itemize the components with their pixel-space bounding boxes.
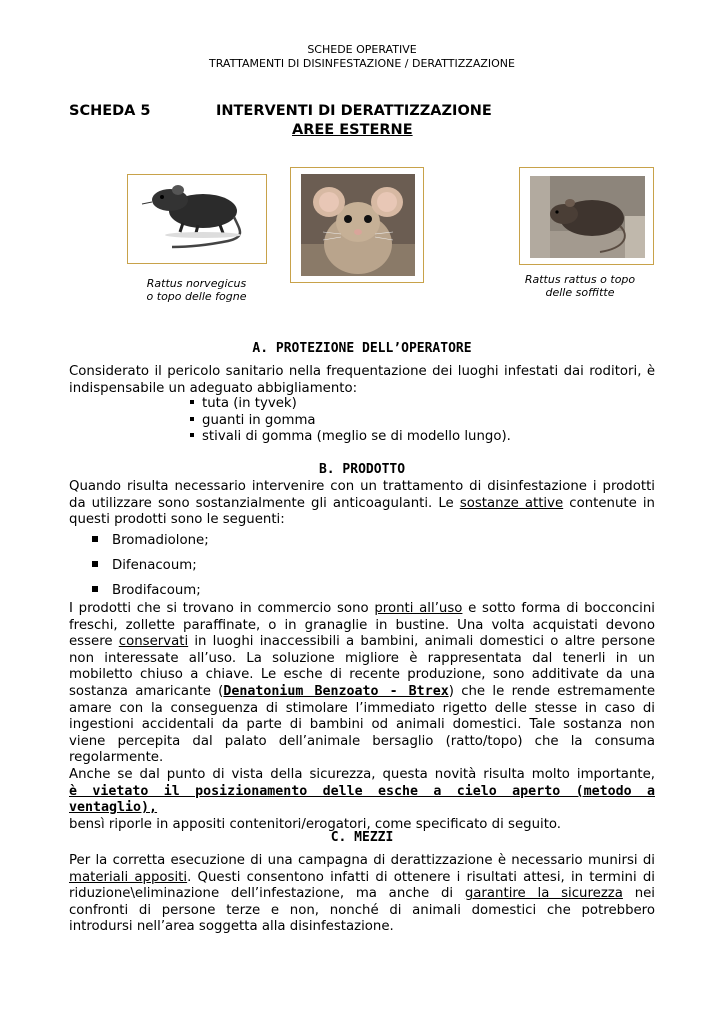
section-b-body: I prodotti che si trovano in commercio sono pronti all’uso e sotto forma di bocconcini freschi, zollette paraffinate, o in granaglie in bustine. Una volta acquistati devono essere conservati in luoghi inaccessibili a bambini, animali domestici o altre persone non interessate all’uso. La soluzione migliore è rappresentata dal tenerli in un mobiletto chiuso a chiave. Le esche di recente produzione, sono additivate da una sostanza amaricante (Denatonium Benzoato - Btrex) che le rende estremamente amare con la conseguenza di stimolare l’immediato rigetto delle stesse in caso di ingestioni accidentali da parte di bambini od animali domestici. Tale sostanza non viene percepita dal palato dell’animale bersaglio (ratto/topo) che la consuma regolarmente. Anche se dal punto di vista della sicurezza, questa novità risulta molto importante, è vietato il posizionamento delle esche a cielo aperto (metodo a ventaglio), bensì riporle in appositi contenitori/erogatori, come specificato di seguito. <box>69 601 655 832</box>
page-title: INTERVENTI DI DERATTIZZAZIONE <box>216 103 492 119</box>
protection-list <box>190 396 511 446</box>
caption-rattus-line2: delle soffitte <box>545 286 615 299</box>
list-item: Brodifacoum; <box>92 578 209 603</box>
doc-header-line2: TRATTAMENTI DI DISINFESTAZIONE / DERATTIZZAZIONE <box>209 57 515 70</box>
caption-rattus-line1: Rattus rattus o topo <box>524 273 636 286</box>
section-c-heading: C. MEZZI <box>330 830 394 845</box>
list-item: guanti in gomma <box>190 413 511 430</box>
section-b-heading: B. PRODOTTO <box>318 462 406 477</box>
rat-norvegicus-image <box>127 174 267 264</box>
list-item: Bromadiolone; <box>92 528 209 553</box>
warning-text: è vietato il posizionamento delle esche a cielo aperto (metodo a ventaglio), <box>69 783 655 816</box>
list-item: Difenacoum; <box>92 553 209 578</box>
caption-norvegicus-line2: o topo delle fogne <box>146 290 247 303</box>
section-b-intro: Quando risulta necessario intervenire con un trattamento di disinfestazione i prodotti da utilizzare sono sostanzialmente gli anticoagulanti. Le sostanze attive contenute in questi prodotti sono le seguenti: <box>69 479 655 528</box>
section-a-heading: A. PROTEZIONE DELL’OPERATORE <box>252 341 472 356</box>
caption-norvegicus-line1: Rattus norvegicus <box>146 277 247 290</box>
section-a-paragraph <box>69 364 655 397</box>
mouse-image <box>290 167 424 283</box>
active-substances-list <box>92 528 209 603</box>
section-a-line: indispensabile un adeguato abbigliamento: <box>69 380 358 396</box>
section-c-paragraph: Per la corretta esecuzione di una campagna di derattizzazione è necessario munirsi di materiali appositi. Questi consentono infatti di ottenere i risultati attesi, in termini di riduzione\eliminazione dell’infestazione, ma anche di garantire la sicurezza nei confronti di persone terze e non, nonché di animali domestici che potrebbero introdursi nell’area soggetta alla disinfestazione. <box>69 853 656 935</box>
page-subtitle: AREE ESTERNE <box>292 122 413 138</box>
doc-header-line1: SCHEDE OPERATIVE <box>307 43 417 56</box>
list-item: stivali di gomma (meglio se di modello lungo). <box>190 429 511 446</box>
list-item: tuta (in tyvek) <box>190 396 511 413</box>
scheda-number: SCHEDA 5 <box>69 103 151 119</box>
section-a-line: Considerato il pericolo sanitario nella frequentazione dei luoghi infestati dai roditori, è <box>69 364 655 379</box>
rat-rattus-image <box>519 167 654 265</box>
